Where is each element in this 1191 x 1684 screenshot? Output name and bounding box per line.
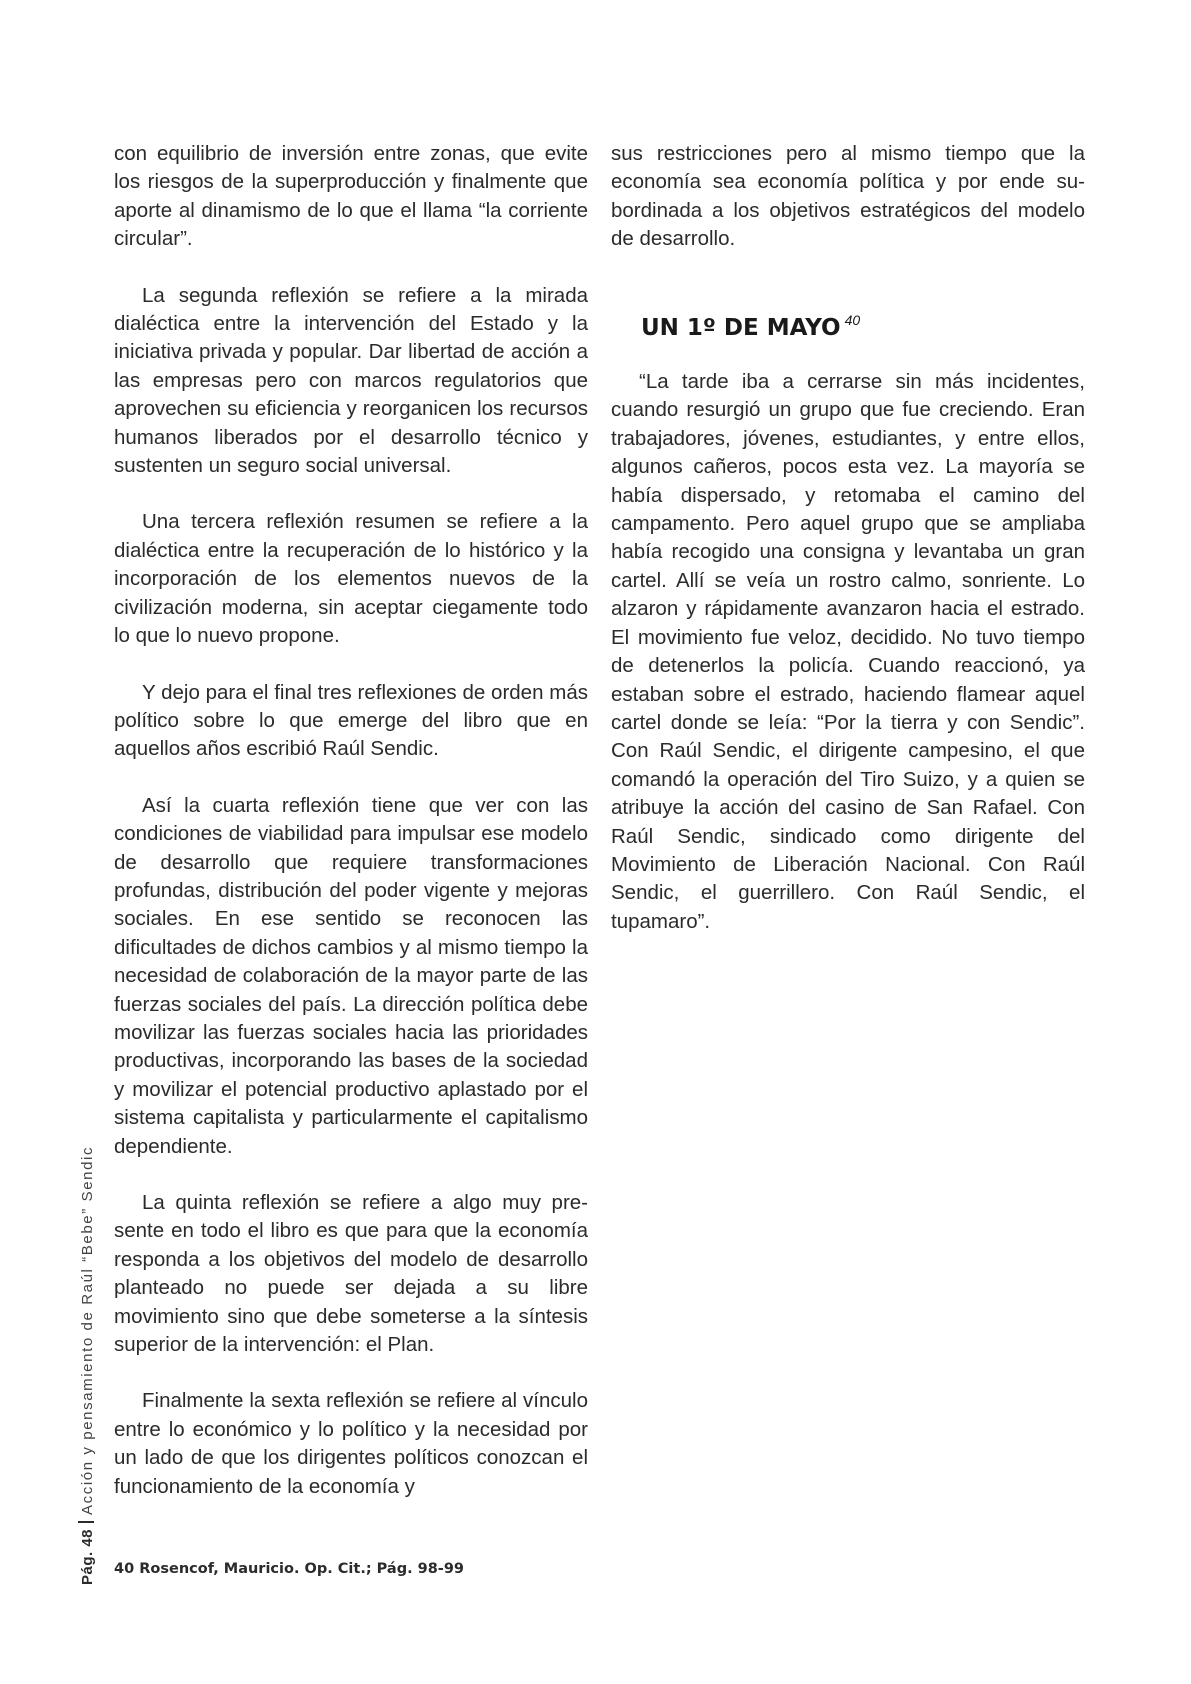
left-column [114, 140, 588, 1529]
section-heading-text: UN 1º DE MAYO [641, 314, 841, 341]
page-number: Pág. 48 [79, 1528, 96, 1585]
paragraph-fourth-reflection: Así la cuarta reflexión tiene que ver con las condiciones de viabilidad para impulsar ese modelo de desarrollo que requiere transformaciones profundas, distribución del poder vigente y mejoras sociales. En ese sentido se reconocen las dificultades de dichos cambios y al mismo tiempo la necesidad de colaboración de la mayor parte de las fuerzas sociales del país. La dirección política debe movilizar las fuerzas sociales hacia las prioridades productivas, incorporando las bases de la sociedad y movilizar el potencial productivo aplastado por el sistema capitalista y particularmente el capitalismo dependiente. [114, 793, 588, 1158]
paragraph-sixth-reflection: Finalmente la sexta reflexión se refiere al vínculo entre lo económico y lo político y la necesidad por un lado de que los dirigentes políticos conozcan el funcionamiento de la economía y [114, 1389, 588, 1498]
paragraph-final-intro: Y dejo para el final tres reflexiones de orden más político sobre lo que emerge del libro que en aquellos años escribió Raúl Sendic. [114, 680, 588, 761]
section-heading [641, 306, 1085, 342]
paragraph-fifth-reflection: La quinta reflexión se refiere a algo muy presente en todo el libro es que para que la economía responda a los objetivos del modelo de desarrollo planteado no puede ser dejada a su libre movimiento sino que debe someterse a la síntesis superior de la intervención: el Plan. [114, 1191, 588, 1357]
right-column [611, 140, 1085, 964]
book-title: Acción y pensamiento de Raúl “Bebe” Sendic [79, 1145, 96, 1515]
paragraph-second-reflection: La segunda reflexión se refiere a la mirada dialéctica entre la intervención del Estado y la iniciativa privada y popular. Dar libertad de acción a las empresas pero con marcos regulatorios que aprovechen su eficiencia y reorganicen los recursos humanos liberados por el desarrollo técnico y sustenten un seguro social universal. [114, 283, 588, 478]
footnote: 40 Rosencof, Mauricio. Op. Cit.; Pág. 98-99 [114, 1561, 465, 1577]
paragraph-third-reflection: Una tercera reflexión resumen se refiere a la dialéctica entre la recuperación de lo histórico y la incorporación de los elementos nuevos de la civilización moderna, sin aceptar ciegamente todo lo que lo nuevo propone. [114, 510, 588, 648]
side-running-header [78, 1146, 96, 1585]
quote-paragraph: “La tarde iba a cerrarse sin más incidentes, cuando resurgió un grupo que fue creciendo. Eran trabajadores, jóvenes, estudiantes, y entre ellos, algunos cañeros, pocos esta vez. La mayoría se había dispersado, y retomaba el camino del campamento. Pero aquel grupo que se ampliaba había recogido una consigna y levantaba un gran cartel. Allí se veía un rostro calmo, sonriente. Lo alzaron y rápidamente avanzaron hacia el estrado. El movimiento fue veloz, decidido. No tuvo tiempo de detenerlos la policía. Cuando reaccionó, ya estaban sobre el estrado, haciendo flamear aquel cartel donde se leía: “Por la tierra y con Sendic”. Con Raúl Sendic, el dirigente campesino, el que comandó la operación del Tiro Suizo, y a quien se atribuye la acción del casino de San Rafael. Con Raúl Sendic, sindicado como dirigente del Movimiento de Liberación Nacional. Con Raúl Sendic, el guerrillero. Con Raúl Sendic, el tupamaro”. [611, 370, 1085, 933]
paragraph-continuation: con equilibrio de inversión entre zonas, que evite los riesgos de la superproducción y finalmente que aporte al dinamismo de lo que el llama “la corriente circular”. [114, 142, 588, 251]
paragraph-continuation-right: sus restricciones pero al mismo tiempo que la economía sea economía política y por ende subordinada a los objetivos estratégicos del modelo de desarrollo. [611, 142, 1085, 251]
footnote-reference: 40 [844, 311, 861, 328]
separator-bar [78, 1521, 94, 1523]
